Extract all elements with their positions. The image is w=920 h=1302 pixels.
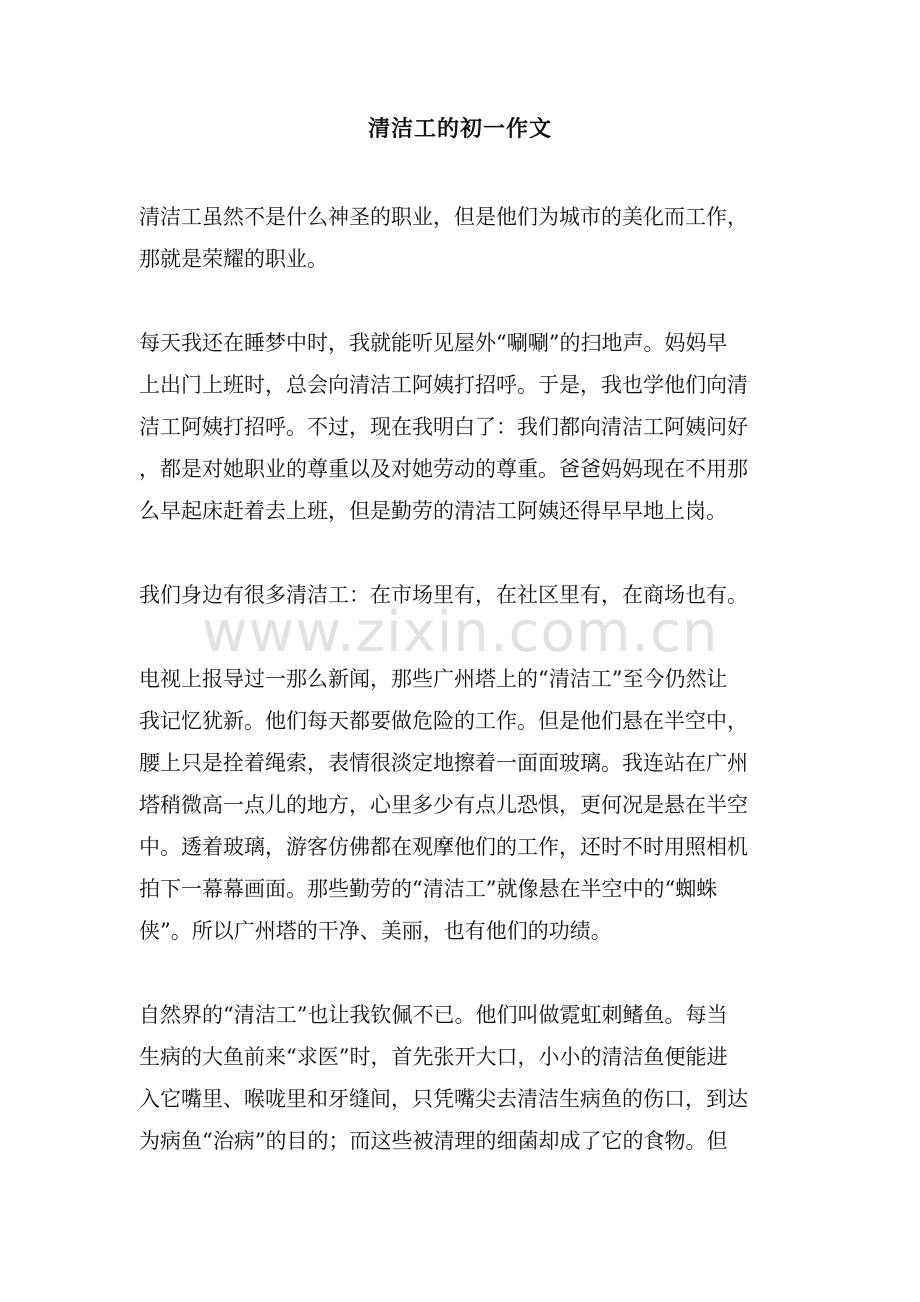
document-title: 清洁工的初一作文: [367, 116, 552, 142]
text-line: 入它嘴里、喉咙里和牙缝间，只凭嘴尖去清洁生病鱼的伤口，到达: [139, 1087, 748, 1111]
paragraph-4: [139, 658, 779, 952]
paragraph-3: [139, 574, 779, 616]
text-line: 上出门上班时，总会向清洁工阿姨打招呼。于是，我也学他们向清: [139, 373, 748, 397]
paragraph-1: [139, 196, 779, 280]
text-line: 腰上只是拴着绳索，表情很淡定地擦着一面面玻璃。我连站在广州: [139, 751, 748, 775]
text-line: 那就是荣耀的职业。: [139, 247, 328, 271]
document-body: [139, 196, 779, 1204]
text-line: 塔稍微高一点儿的地方，心里多少有点儿恐惧，更何况是悬在半空: [139, 793, 748, 817]
text-line: 为病鱼“治病”的目的；而这些被清理的细菌却成了它的食物。但: [139, 1129, 728, 1153]
watermark-text: www.zixin.com.cn: [201, 600, 719, 665]
paragraph-5: [139, 994, 779, 1162]
text-line: 洁工阿姨打招呼。不过，现在我明白了：我们都向清洁工阿姨问好: [139, 415, 748, 439]
text-line: 拍下一幕幕画面。那些勤劳的“清洁工”就像悬在半空中的“蜘蛛: [139, 877, 718, 901]
text-line: 中。透着玻璃，游客仿佛都在观摩他们的工作，还时不时用照相机: [139, 835, 748, 859]
text-line: 我记忆犹新。他们每天都要做危险的工作。但是他们悬在半空中，: [139, 709, 748, 733]
text-line: 每天我还在睡梦中时，我就能听见屋外“唰唰”的扫地声。妈妈早: [139, 331, 728, 355]
text-line: 么早起床赶着去上班，但是勤劳的清洁工阿姨还得早早地上岗。: [139, 499, 727, 523]
text-line: 生病的大鱼前来“求医”时，首先张开大口，小小的清洁鱼便能进: [139, 1045, 728, 1069]
text-line: 侠”。所以广州塔的干净、美丽，也有他们的功绩。: [139, 919, 612, 943]
paragraph-2: [139, 322, 779, 532]
text-line: ，都是对她职业的尊重以及对她劳动的尊重。爸爸妈妈现在不用那: [139, 457, 748, 481]
text-line: 我们身边有很多清洁工：在市场里有，在社区里有，在商场也有。: [139, 583, 748, 607]
text-line: 电视上报导过一那么新闻，那些广州塔上的“清洁工”至今仍然让: [139, 667, 728, 691]
text-line: 自然界的“清洁工”也让我钦佩不已。他们叫做霓虹刺鳍鱼。每当: [139, 1003, 728, 1027]
text-line: 清洁工虽然不是什么神圣的职业，但是他们为城市的美化而工作，: [139, 205, 748, 229]
